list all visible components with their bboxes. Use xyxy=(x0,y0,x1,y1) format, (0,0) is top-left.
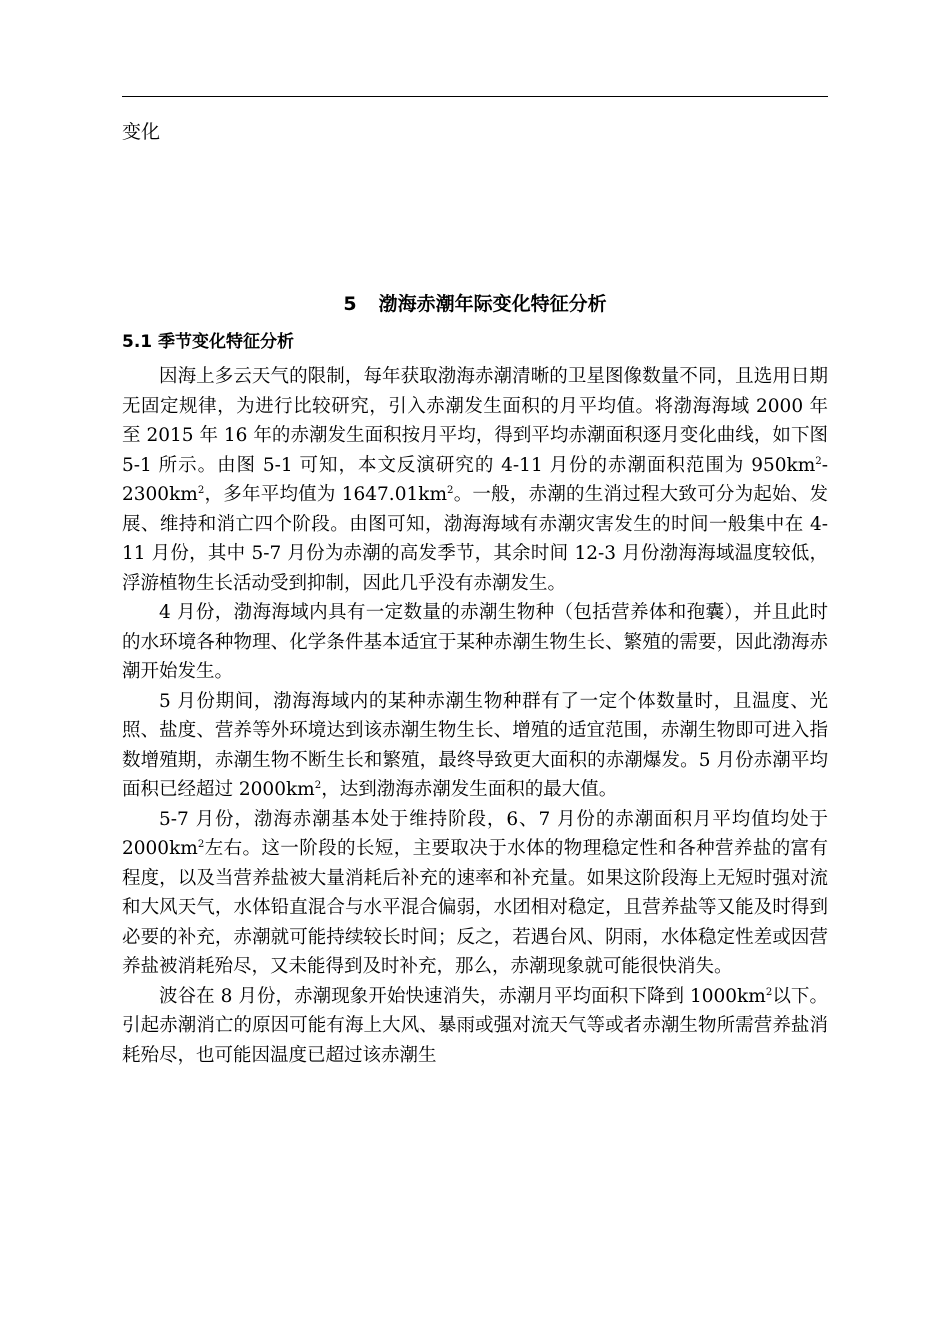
chapter-number: 5 xyxy=(343,293,357,315)
header-rule xyxy=(122,96,828,97)
paragraph: 4 月份，渤海海域内具有一定数量的赤潮生物种（包括营养体和孢囊），并且此时的水环境各种物理、化学条件基本适宜于某种赤潮生物生长、繁殖的需要，因此渤海赤潮开始发生。 xyxy=(122,602,828,682)
paragraph: 波谷在 8 月份，赤潮现象开始快速消失，赤潮月平均面积下降到 $1000km^2$以下。引起赤潮消亡的原因可能有海上大风、暴雨或强对流天气等或者赤潮生物所需营养盐消耗殆尽，也可能因温度已超过该赤潮生 xyxy=(122,985,828,1066)
body-text xyxy=(122,362,828,1070)
paragraph: 5 月份期间，渤海海域内的某种赤潮生物种群有了一定个体数量时，且温度、光照、盐度、营养等外环境达到该赤潮生物生长、增殖的适宜范围，赤潮生物即可进入指数增殖期，赤潮生物不断生长和繁殖，最终导致更大面积的赤潮爆发。5 月份赤潮平均面积已经超过 $2000km^2$，达到渤海赤潮发生面积的最大值。 xyxy=(122,690,828,800)
chapter-title: 渤海赤潮年际变化特征分析 xyxy=(378,293,607,315)
section-heading: 5.1 季节变化特征分析 xyxy=(122,332,295,352)
paragraph: 5-7 月份，渤海赤潮基本处于维持阶段，6、7 月份的赤潮面积月平均值均处于 $2000km^2$左右。这一阶段的长短，主要取决于水体的物理稳定性和各种营养盐的富有程度，以及当营养盐被大量消耗后补充的速率和补充量。如果这阶段海上无短时强对流和大风天气，水体铅直混合与水平混合偏弱，水团相对稳定，且营养盐等又能及时得到必要的补充，赤潮就可能持续较长时间；反之，若遇台风、阴雨，水体稳定性差或因营养盐被消耗殆尽，又未能得到及时补充，那么，赤潮现象就可能很快消失。 xyxy=(122,808,828,977)
chapter-heading xyxy=(122,289,828,319)
paragraph: 因海上多云天气的限制，每年获取渤海赤潮清晰的卫星图像数量不同，且选用日期无固定规律，为进行比较研究，引入赤潮发生面积的月平均值。将渤海海域 2000 年至 2015 年 16 年的赤潮发生面积按月平均，得到平均赤潮面积逐月变化曲线，如下图 5-1 所示。由图 5-1 可知，本文反演研究的 4-11 月份的赤潮面积范围为 $950km^2-2300km^2$，多年平均值为 $1647.01km^2$。一般，赤潮的生消过程大致可分为起始、发展、维持和消亡四个阶段。由图可知，渤海海域有赤潮灾害发生的时间一般集中在 4-11 月份，其中 5-7 月份为赤潮的高发季节，其余时间 12-3 月份渤海海域温度较低，浮游植物生长活动受到抑制，因此几乎没有赤潮发生。 xyxy=(122,366,828,594)
continued-text: 变化 xyxy=(122,121,161,143)
